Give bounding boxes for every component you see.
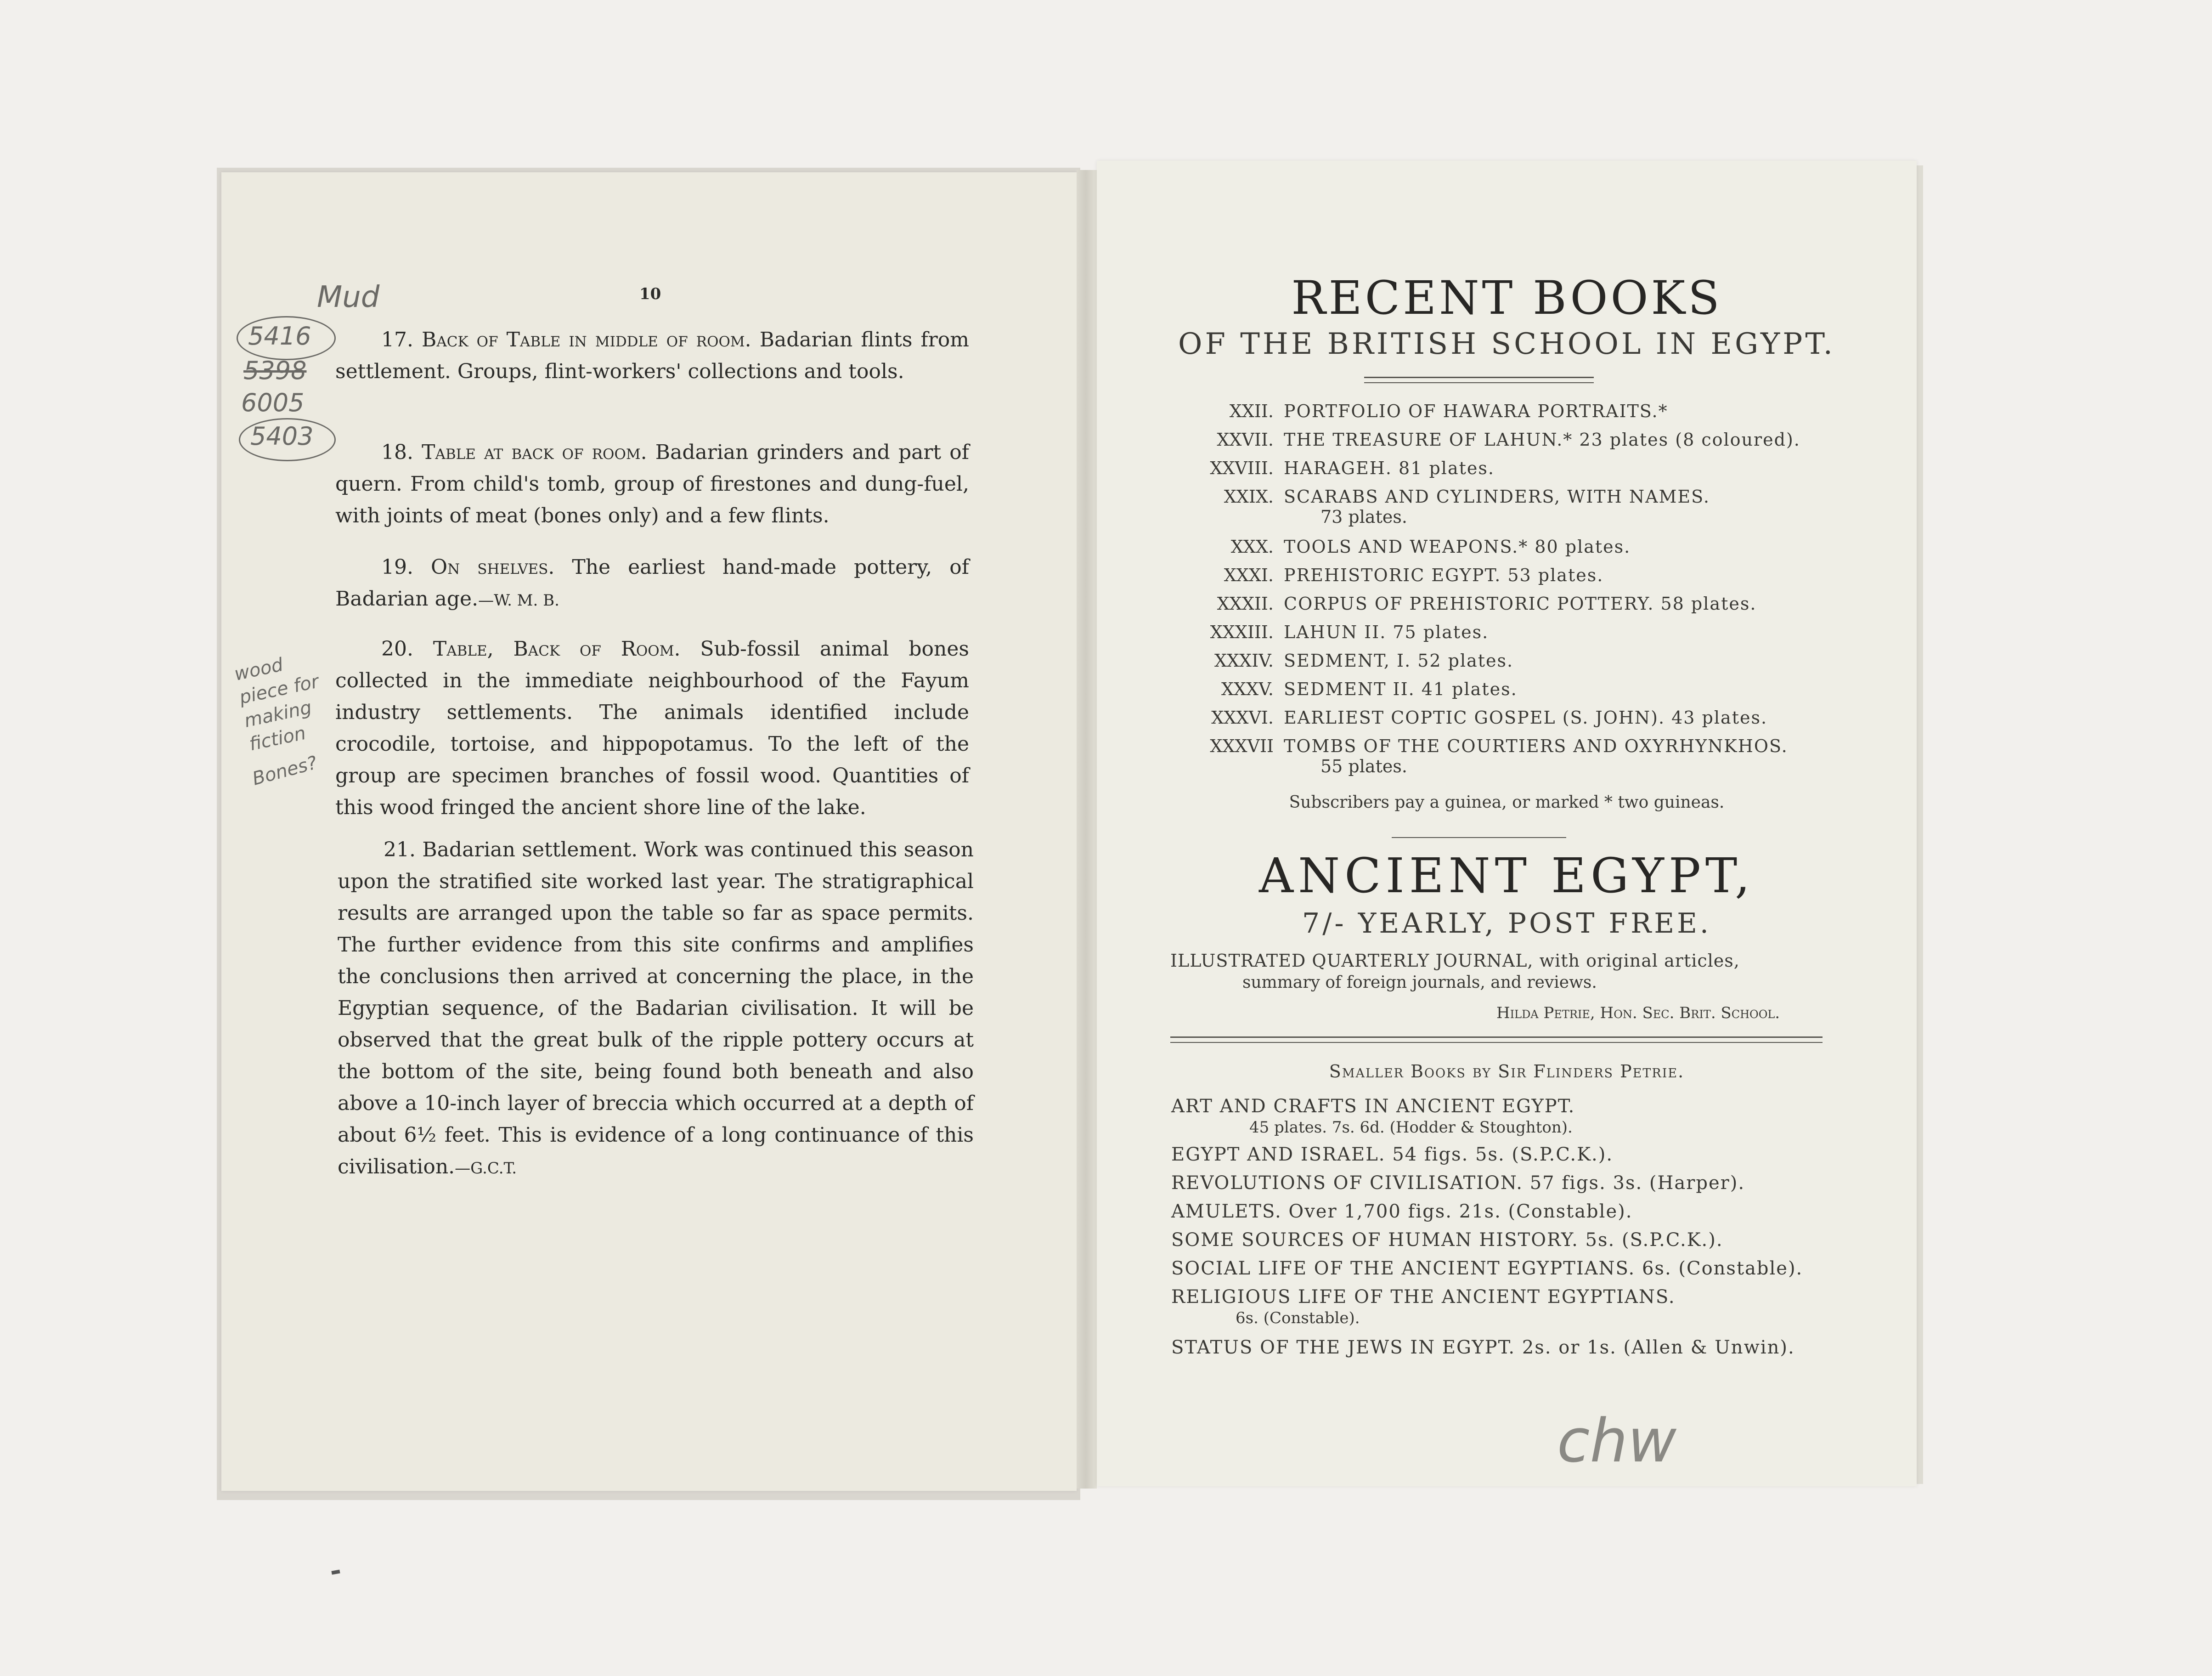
divider bbox=[1392, 837, 1566, 838]
para-body: Badarian settlement. Work was continued this season upon the stratified site worked last year. The stratigraphical results are arranged upon the table so far as space permits. The further evidence from this site confirms and amplifies the conclusions then arrived at concerning the place, in the Egyptian sequence, of the Badarian civilisation. It will be observed that the great bulk of the ripple pottery occurs at the bottom of the site, being found both beneath and also above a 10-inch layer of breccia which occurred at a depth of about 6½ feet. This is evidence of a long continuance of this civilisation. bbox=[338, 838, 974, 1178]
handwritten-initials: chw bbox=[1557, 1406, 1677, 1476]
smaller-book-item: SOME SOURCES OF HUMAN HISTORY. 5s. (S.P.C.K.). bbox=[1171, 1229, 1723, 1251]
recent-books-title: RECENT BOOKS bbox=[1291, 271, 1722, 325]
smaller-books-heading: Smaller Books by Sir Flinders Petrie. bbox=[1329, 1061, 1685, 1081]
para-heading: Back of Table in middle of room. bbox=[422, 328, 751, 351]
paragraph-20 bbox=[335, 633, 969, 823]
journal-price: 7/- YEARLY, POST FREE. bbox=[1302, 907, 1711, 940]
paragraph-18 bbox=[335, 436, 969, 532]
smaller-book-item: REVOLUTIONS OF CIVILISATION. 57 figs. 3s. (Harper). bbox=[1171, 1172, 1745, 1194]
handwritten-number: 5403 bbox=[250, 422, 314, 451]
divider bbox=[1364, 382, 1594, 383]
para-body: Badarian grinders and part of quern. From child's tomb, group of firestones and dung-fuel, with joints of meat (bones only) and a few flints. bbox=[335, 441, 969, 527]
book-item: XXXII. CORPUS OF PREHISTORIC POTTERY. 58 plates. bbox=[1217, 594, 1757, 614]
double-divider bbox=[1170, 1042, 1823, 1043]
para-heading: Table, Back of Room. bbox=[433, 637, 681, 661]
book-item: XXIX. SCARABS AND CYLINDERS, WITH NAMES. 73 plates. bbox=[1224, 487, 1710, 527]
handwritten-mud: Mud bbox=[317, 280, 380, 314]
para-heading: Table at back of room. bbox=[422, 441, 647, 464]
booklet-spine bbox=[1077, 170, 1097, 1489]
journal-description-2: summary of foreign journals, and reviews. bbox=[1242, 973, 1597, 992]
para-body: Sub-fossil animal bones collected in the immediate neighbourhood of the Fayum industry settlements. The animals identified include crocodile, tortoise, and hippopotamus. To the left of the group are specimen branches of fossil wood. Quantities of this wood fringed the ancient shore line of the lake. bbox=[335, 637, 969, 819]
paragraph-21 bbox=[338, 834, 974, 1184]
ancient-egypt-title: ANCIENT EGYPT, bbox=[1258, 848, 1755, 904]
handwritten-number: 5398 bbox=[243, 356, 307, 385]
book-item: XXXV. SEDMENT II. 41 plates. bbox=[1221, 679, 1518, 699]
paragraph-19 bbox=[335, 551, 969, 617]
paragraph-17 bbox=[335, 324, 969, 387]
page-edge bbox=[1917, 165, 1923, 1484]
para-signature: —G.C.T. bbox=[455, 1159, 517, 1178]
subscribers-note: Subscribers pay a guinea, or marked * two guineas. bbox=[1289, 793, 1725, 812]
para-num: 19. bbox=[381, 555, 413, 579]
journal-description: ILLUSTRATED QUARTERLY JOURNAL, with original articles, bbox=[1170, 951, 1740, 971]
page-number: 10 bbox=[639, 285, 661, 303]
book-item: XXII. PORTFOLIO OF HAWARA PORTRAITS.* bbox=[1229, 401, 1668, 421]
book-item: XXXI. PREHISTORIC EGYPT. 53 plates. bbox=[1224, 565, 1604, 585]
smaller-book-item: SOCIAL LIFE OF THE ANCIENT EGYPTIANS. 6s. (Constable). bbox=[1171, 1258, 1803, 1279]
para-num: 21. bbox=[384, 838, 416, 861]
para-heading: On shelves. bbox=[431, 555, 555, 579]
double-divider bbox=[1170, 1036, 1823, 1038]
smaller-book-item: AMULETS. Over 1,700 figs. 21s. (Constable). bbox=[1171, 1201, 1633, 1222]
smaller-book-item: EGYPT AND ISRAEL. 54 figs. 5s. (S.P.C.K.). bbox=[1171, 1144, 1614, 1165]
book-item: XXX. TOOLS AND WEAPONS.* 80 plates. bbox=[1230, 537, 1631, 557]
para-num: 18. bbox=[381, 441, 413, 464]
book-item: XXXVII TOMBS OF THE COURTIERS AND OXYRHYNKHOS. 55 plates. bbox=[1210, 736, 1788, 776]
smaller-book-item: RELIGIOUS LIFE OF THE ANCIENT EGYPTIANS. 6s. (Constable). bbox=[1171, 1286, 1676, 1327]
para-num: 20. bbox=[381, 637, 413, 661]
smaller-book-item: STATUS OF THE JEWS IN EGYPT. 2s. or 1s. (Allen & Unwin). bbox=[1171, 1337, 1795, 1358]
para-body: Badarian flints from settlement. Groups, flint-workers' collections and tools. bbox=[335, 328, 969, 383]
book-item: XXXIII. LAHUN II. 75 plates. bbox=[1210, 622, 1489, 642]
book-item: XXXIV. SEDMENT, I. 52 plates. bbox=[1214, 651, 1514, 671]
table-speck bbox=[331, 1569, 340, 1574]
recent-books-subtitle: OF THE BRITISH SCHOOL IN EGYPT. bbox=[1178, 327, 1835, 361]
book-item: XXXVI. EARLIEST COPTIC GOSPEL (S. JOHN). 43 plates. bbox=[1211, 708, 1768, 728]
handwritten-bones-note: Bones? bbox=[250, 752, 320, 790]
book-item: XXVIII. HARAGEH. 81 plates. bbox=[1210, 458, 1495, 478]
book-item: XXVII. THE TREASURE OF LAHUN.* 23 plates (8 coloured). bbox=[1217, 430, 1800, 450]
handwritten-number: 5416 bbox=[248, 322, 311, 351]
para-signature: —W. M. B. bbox=[478, 591, 559, 610]
para-num: 17. bbox=[381, 328, 413, 351]
handwritten-number: 6005 bbox=[241, 388, 305, 417]
handwritten-side-note: wood piece for making fiction bbox=[232, 654, 321, 755]
smaller-book-item: ART AND CRAFTS IN ANCIENT EGYPT. 45 plates. 7s. 6d. (Hodder & Stoughton). bbox=[1171, 1096, 1575, 1137]
secretary-credit: Hilda Petrie, Hon. Sec. Brit. School. bbox=[1496, 1004, 1780, 1022]
para-body: The earliest hand-made pottery, of Badarian age. bbox=[335, 555, 969, 611]
divider bbox=[1364, 377, 1594, 378]
